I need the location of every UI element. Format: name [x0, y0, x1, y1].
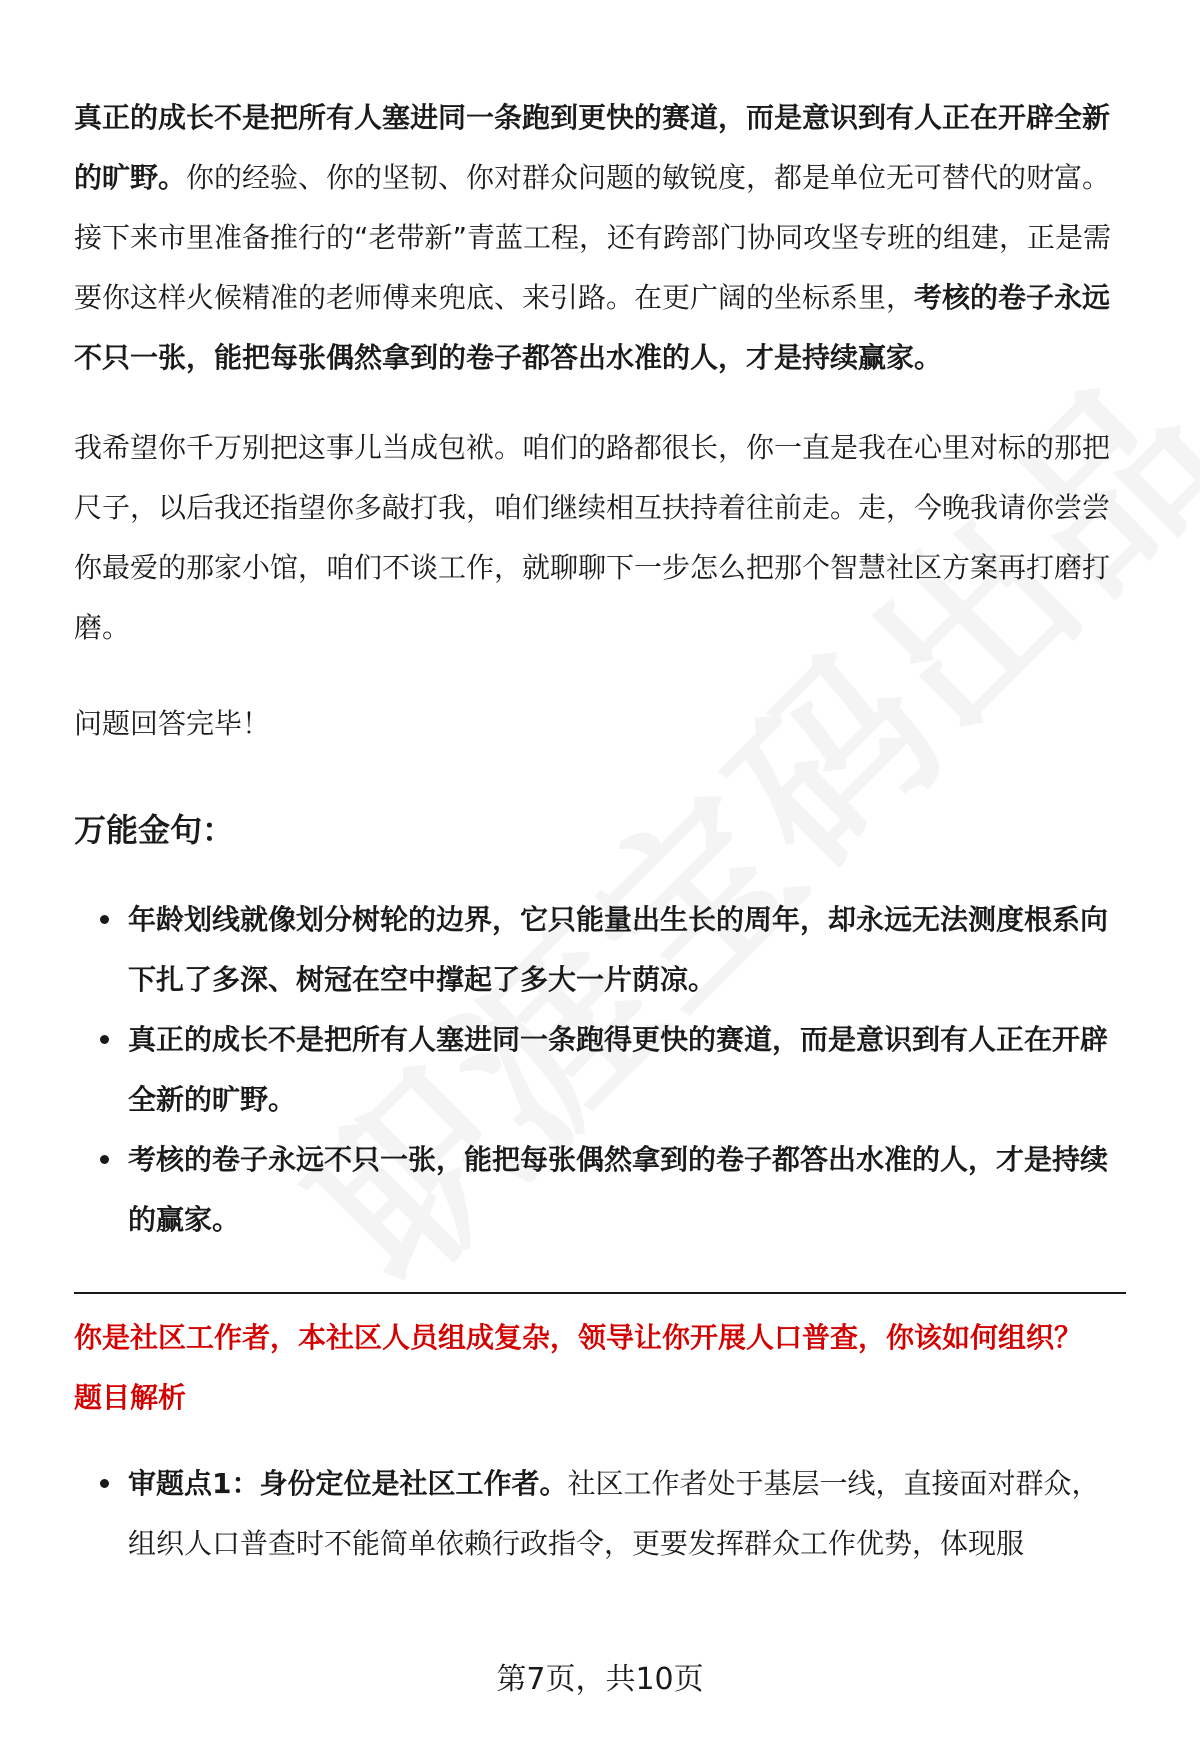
- list-item: [74, 890, 1126, 1010]
- bullet-icon: [100, 1155, 109, 1164]
- bullet-icon: [100, 1479, 109, 1488]
- analysis-point-list: [74, 1454, 1126, 1574]
- paragraph-2: 我希望你千万别把这事儿当成包袱。咱们的路都很长，你一直是我在心里对标的那把尺子，以后我还指望你多敲打我，咱们继续相互扶持着往前走。走，今晚我请你尝尝你最爱的那家小馆，咱们不谈工作，就聊聊下一步怎么把那个智慧社区方案再打磨打磨。: [74, 431, 1111, 644]
- list-item: [74, 1130, 1126, 1250]
- point-1-text: 社区工作者处于基层一线，直接面对群众，组织人口普查时不能简单依赖行政指令，更要发挥群众工作优势，体现服: [128, 1467, 1100, 1560]
- paragraph-1-bold-b: 考核的卷子永远不只一张，能把每张偶然拿到的卷子都答出水准的人，才是持续赢家。: [74, 281, 1111, 374]
- list-item-text: 考核的卷子永远不只一张，能把每张偶然拿到的卷子都答出水准的人，才是持续的赢家。: [128, 1143, 1109, 1236]
- golden-sentence-list: [74, 890, 1126, 1250]
- divider: [74, 1292, 1126, 1294]
- point-1-bold: 审题点1：身份定位是社区工作者。: [128, 1467, 568, 1500]
- paragraph-1-bold-a: 真正的成长不是把所有人塞进同一条跑到更快的赛道，而是意识到有人正在开辟全新的旷野。: [74, 101, 1111, 194]
- analysis-title: 题目解析: [74, 1381, 187, 1414]
- list-item-text: 年龄划线就像划分树轮的边界，它只能量出生长的周年，却永远无法测度根系向下扎了多深、树冠在空中撑起了多大一片荫凉。: [128, 903, 1109, 996]
- bullet-icon: [100, 1035, 109, 1044]
- section-heading: 万能金句：: [74, 811, 235, 849]
- bullet-icon: [100, 915, 109, 924]
- list-item: [74, 1010, 1126, 1130]
- paragraph-3: 问题回答完毕！: [74, 707, 271, 740]
- paragraph-1-text: 你的经验、你的坚韧、你对群众问题的敏锐度，都是单位无可替代的财富。接下来市里准备推行的“老带新”青蓝工程，还有跨部门协同攻坚专班的组建，正是需要你这样火候精准的老师傅来兜底、来引路。在更广阔的坐标系里，: [74, 161, 1112, 314]
- page-footer: 第7页，共10页: [496, 1662, 704, 1697]
- question-title: 你是社区工作者，本社区人员组成复杂，领导让你开展人口普查，你该如何组织？: [74, 1321, 1083, 1354]
- document-page: [74, 88, 1126, 1574]
- list-item-text: 真正的成长不是把所有人塞进同一条跑得更快的赛道，而是意识到有人正在开辟全新的旷野。: [128, 1023, 1109, 1116]
- paragraph-1: [74, 88, 1126, 388]
- list-item: [74, 1454, 1126, 1574]
